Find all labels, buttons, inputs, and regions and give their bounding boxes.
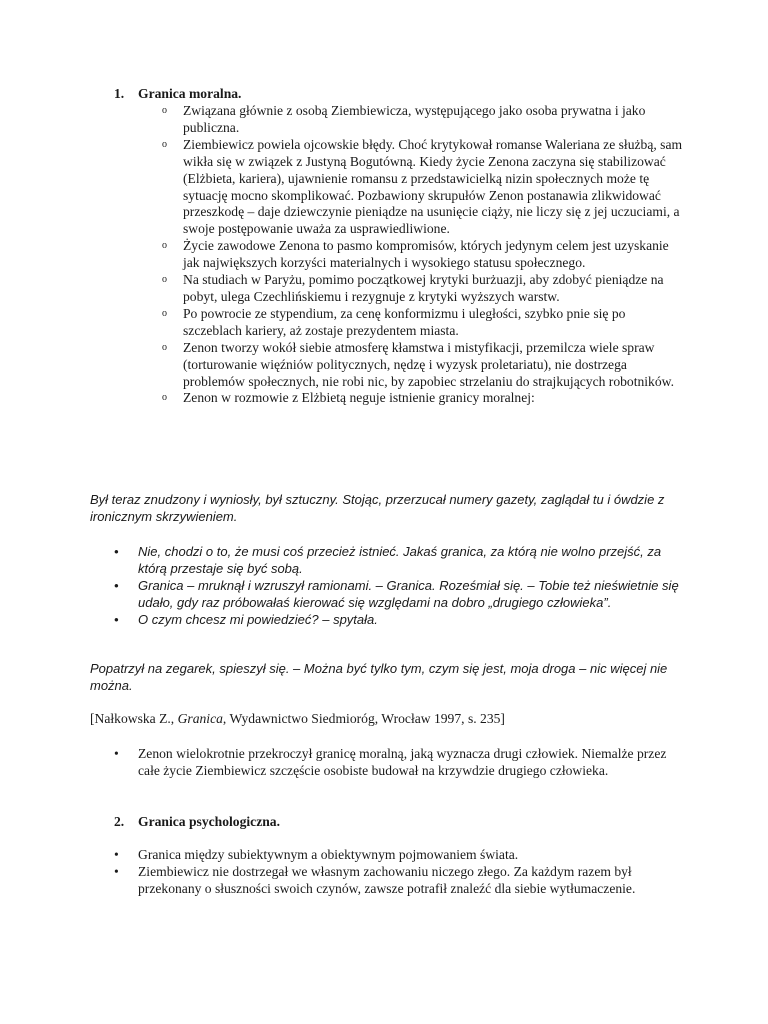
list-item: • Granica – mruknął i wzruszył ramionami. – Granica. Roześmiał się. – Tobie też nieświetnie się udało, gdy raz próbowałaś kierować się względami na dobro „drugiego człowieka”. [114,578,689,612]
list-item: o Związana głównie z osobą Ziembiewicza, występującego jako osoba prywatna i jako publiczna. [162,103,687,137]
list-item: o Zenon tworzy wokół siebie atmosferę kłamstwa i mistyfikacji, przemilcza wiele spraw (torturowanie więźniów politycznych, nędzę i wyzysk proletariatu), nie dostrzega problemów społecznych, nie robi nic, by zapobiec strzelaniu do strajkujących robotników. [162,340,687,391]
list-item: o Na studiach w Paryżu, pomimo początkowej krytyki burżuazji, aby zdobyć pieniądze na pobyt, ulega Czechlińskiemu i rezygnuje z krytyki wyższych warstw. [162,272,687,306]
quote-outro: Popatrzył na zegarek, spieszył się. – Można być tylko tym, czym się jest, moja droga – nic więcej nie można. [90,661,668,693]
section-1-heading [114,86,241,103]
list-item: o Ziembiewicz powiela ojcowskie błędy. Choć krytykował romanse Waleriana ze służbą, sam wikła się w związek z Justyną Bogutówną. Kiedy życie Zenona zaczyna się stabilizować (Elżbieta, kariera), ujawnienie romansu z przedstawicielką nizin społecznych może tę sytuację mocno skomplikować. Pozbawiony skrupułów Zenon postanawia zlikwidować przeszkodę – daje dziewczynie pieniądze na usunięcie ciąży, nie liczy się z jej uczuciami, a swoje postępowanie uważa za usprawiedliwione. [162,137,687,238]
citation [90,711,690,728]
citation-title: Granica [177,711,223,726]
citation-author: [Nałkowska Z., [90,711,178,726]
section-1-number: 1. [114,86,125,101]
section-2-title: Granica psychologiczna. [138,814,280,829]
section-1-list [162,103,687,407]
section-2-number: 2. [114,814,125,829]
list-item: • Ziembiewicz nie dostrzegał we własnym zachowaniu niczego złego. Za każdym razem był przekonany o słuszności swoich czynów, zawsze potrafił znaleźć dla siebie wytłumaczenie. [114,864,689,898]
quote-intro: Był teraz znudzony i wyniosły, był sztuczny. Stojąc, przerzucał numery gazety, zaglądał tu i ówdzie z ironicznym skrzywieniem. [90,492,665,524]
section-1-title: Granica moralna. [138,86,242,101]
list-item: o Po powrocie ze stypendium, za cenę konformizmu i uległości, szybko pnie się po szczeblach kariery, aż zostaje prezydentem miasta. [162,306,687,340]
list-item: o Życie zawodowe Zenona to pasmo kompromisów, których jedynym celem jest uzyskanie jak największych korzyści materialnych i wysokiego statusu społecznego. [162,238,687,272]
list-item: • O czym chcesz mi powiedzieć? – spytała. [114,612,689,629]
summary-list [114,746,689,780]
list-item: • Nie, chodzi o to, że musi coś przecież istnieć. Jakaś granica, za którą nie wolno przejść, za którą przestaje się być sobą. [114,544,689,578]
section-2-list [114,847,689,898]
section-2-heading [114,814,280,831]
list-item: • Zenon wielokrotnie przekroczył granicę moralną, jaką wyznacza drugi człowiek. Niemalże przez całe życie Ziembiewicz szczęście osobiste budował na krzywdzie drugiego człowieka. [114,746,689,780]
list-item: o Zenon w rozmowie z Elżbietą neguje istnienie granicy moralnej: [162,390,687,407]
citation-publisher: , Wydawnictwo Siedmioróg, Wrocław 1997, s. 235] [222,711,505,726]
list-item: • Granica między subiektywnym a obiektywnym pojmowaniem świata. [114,847,689,864]
quote-list [114,544,689,629]
